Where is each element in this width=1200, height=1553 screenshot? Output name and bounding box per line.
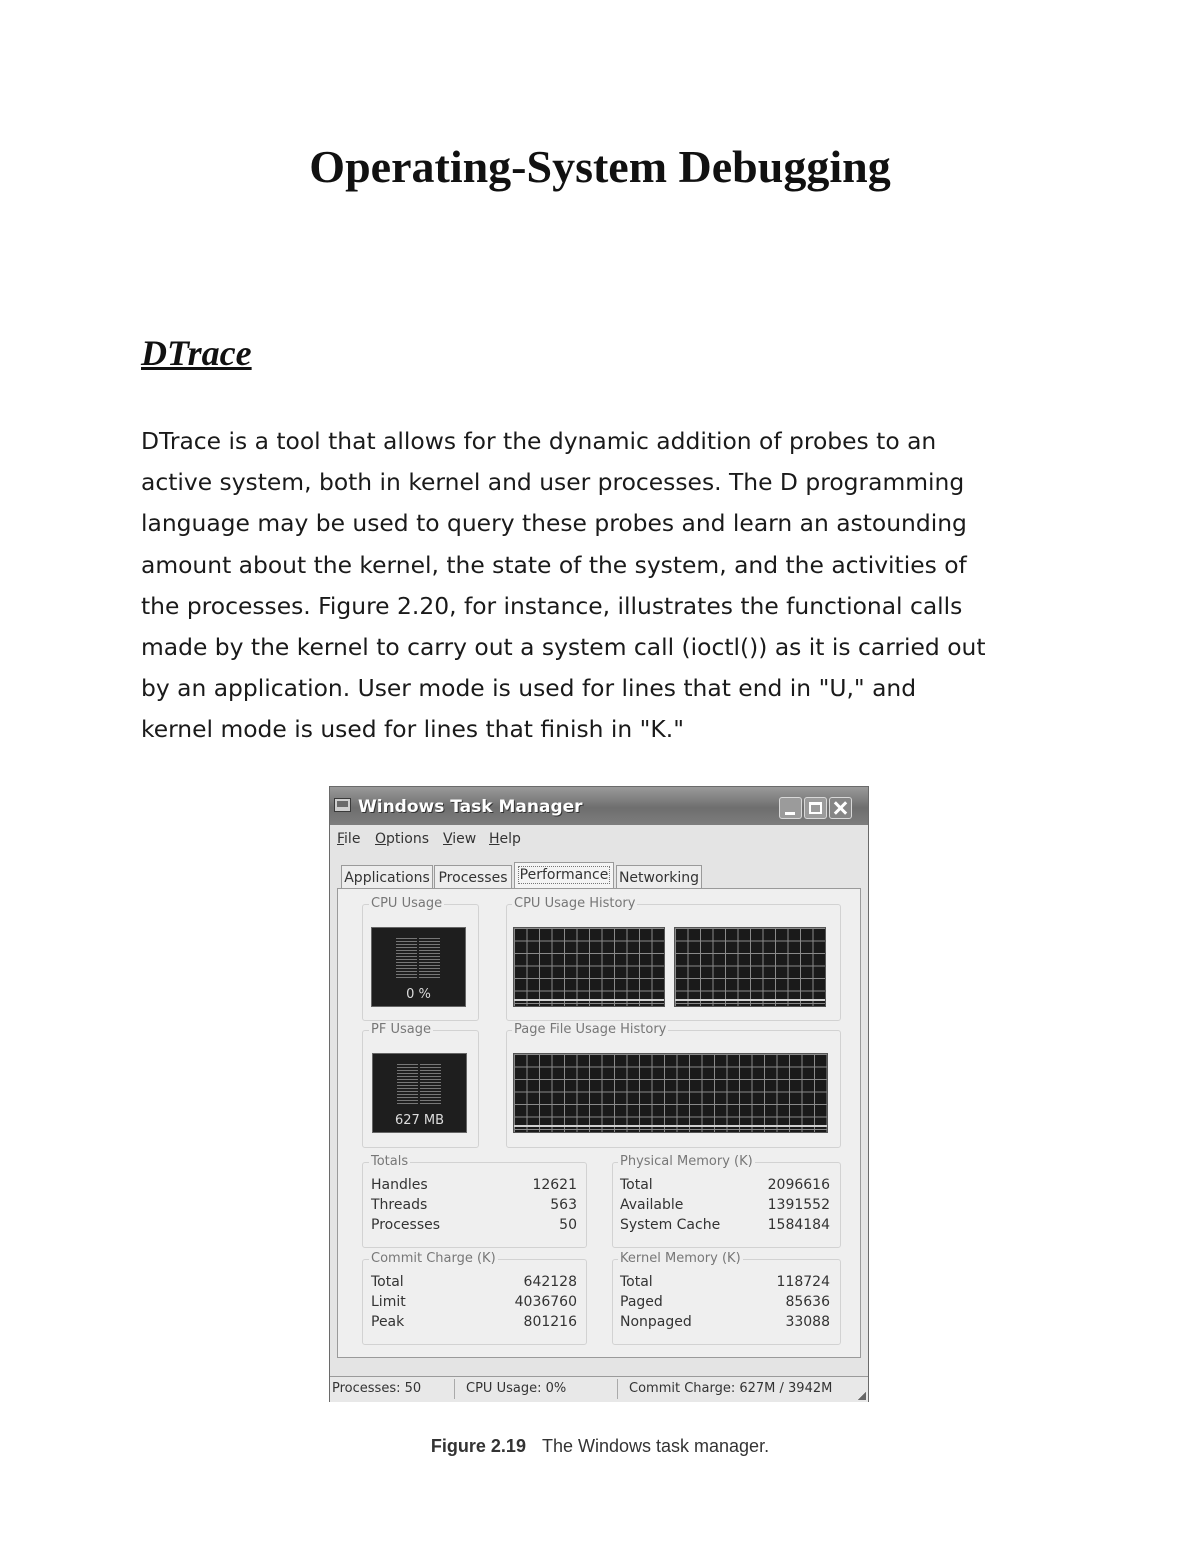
stat-row-peak — [371, 1314, 577, 1332]
cpu-history-line — [514, 999, 664, 1001]
stat-value: 801216 — [523, 1314, 577, 1330]
cpu-usage-value: 0 % — [406, 987, 431, 1002]
task-manager-window — [329, 786, 869, 1402]
status-cpu: CPU Usage: 0% — [466, 1381, 567, 1396]
resize-grip-icon[interactable] — [858, 1392, 866, 1400]
stat-label: Total — [371, 1274, 404, 1290]
stat-row-limit — [371, 1294, 577, 1312]
pf-history-line — [514, 1125, 827, 1127]
stat-row-processes — [371, 1217, 577, 1235]
pf-meter-bars — [397, 1064, 441, 1104]
stat-label: Peak — [371, 1314, 405, 1330]
pf-usage-value: 627 MB — [394, 1113, 445, 1128]
status-bar — [330, 1376, 868, 1402]
tab-processes[interactable] — [434, 865, 512, 889]
paragraph-line: kernel mode is used for lines that finish in "K." — [141, 715, 684, 744]
figure-number: Figure 2.19 — [430, 1436, 526, 1456]
stat-value: 1391552 — [767, 1197, 830, 1213]
maximize-icon[interactable] — [804, 797, 827, 819]
physical-memory-label: Physical Memory (K) — [620, 1154, 753, 1169]
stat-row-paged — [620, 1294, 830, 1312]
menu-bar — [330, 827, 868, 851]
cpu-history-label: CPU Usage History — [514, 896, 636, 911]
stat-row-nonpaged — [620, 1314, 830, 1332]
status-separator — [454, 1379, 455, 1399]
window-title: Windows Task Manager — [358, 797, 583, 817]
stat-label: Total — [620, 1177, 653, 1193]
cpu-history-graph-2 — [674, 927, 826, 1007]
paragraph-line: language may be used to query these probes and learn an astounding — [141, 509, 967, 538]
cpu-usage-label: CPU Usage — [371, 896, 443, 911]
stat-label: Total — [620, 1274, 653, 1290]
figure-caption-text: The Windows task manager. — [541, 1436, 770, 1456]
stat-label: Limit — [371, 1294, 406, 1310]
status-commit: Commit Charge: 627M / 3942M — [629, 1381, 833, 1396]
stat-row-handles — [371, 1177, 577, 1195]
section-heading-dtrace: DTrace — [141, 333, 252, 373]
stat-value: 1584184 — [767, 1217, 830, 1233]
stat-value: 2096616 — [767, 1177, 830, 1193]
paragraph-line: active system, both in kernel and user processes. The D programming — [141, 468, 965, 497]
figure-caption — [0, 1436, 1200, 1457]
status-processes: Processes: 50 — [332, 1381, 422, 1396]
tab-performance[interactable] — [514, 862, 614, 889]
stat-label: Processes — [371, 1217, 441, 1233]
close-icon[interactable] — [829, 797, 852, 819]
stat-label: Handles — [371, 1177, 428, 1193]
stat-label: Nonpaged — [620, 1314, 692, 1330]
stat-label: Paged — [620, 1294, 663, 1310]
stat-row-total — [620, 1177, 830, 1195]
stat-row-total — [371, 1274, 577, 1292]
title-bar[interactable] — [330, 787, 868, 825]
totals-label: Totals — [371, 1154, 409, 1169]
stat-label: Available — [620, 1197, 684, 1213]
paragraph-line: DTrace is a tool that allows for the dynamic addition of probes to an — [141, 427, 937, 455]
paragraph-line: made by the kernel to carry out a system call (ioctl()) as it is carried out — [141, 633, 986, 662]
paragraph-line: the processes. Figure 2.20, for instance, illustrates the functional calls — [141, 591, 963, 620]
tab-networking[interactable] — [616, 865, 702, 889]
stat-value: 33088 — [785, 1314, 830, 1330]
cpu-usage-meter — [371, 927, 466, 1007]
pf-usage-label: PF Usage — [371, 1022, 431, 1037]
tab-applications[interactable] — [341, 865, 433, 889]
kernel-memory-group — [612, 1251, 841, 1345]
stat-value: 563 — [550, 1197, 577, 1213]
stat-value: 50 — [559, 1217, 577, 1233]
tab-label: Processes — [438, 870, 508, 886]
menu-file[interactable]: File — [337, 831, 361, 847]
minimize-icon[interactable] — [779, 797, 802, 819]
stat-value: 118724 — [776, 1274, 830, 1290]
performance-panel — [337, 888, 861, 1358]
cpu-usage-group — [362, 896, 479, 1021]
pf-history-graph — [513, 1053, 828, 1133]
stat-value: 85636 — [785, 1294, 830, 1310]
page-title: Operating-System Debugging — [309, 141, 891, 192]
paragraph-line: amount about the kernel, the state of the system, and the activities of — [141, 550, 967, 579]
menu-help[interactable]: Help — [489, 831, 521, 847]
cpu-history-line — [675, 999, 825, 1001]
stat-label: System Cache — [620, 1217, 721, 1233]
pf-history-group — [506, 1022, 841, 1148]
body-paragraph — [141, 421, 1071, 751]
physical-memory-group — [612, 1154, 841, 1248]
tab-label: Performance — [519, 867, 609, 883]
stat-value: 642128 — [523, 1274, 577, 1290]
cpu-meter-bars — [396, 938, 440, 978]
stat-row-available — [620, 1197, 830, 1215]
commit-charge-label: Commit Charge (K) — [371, 1251, 496, 1266]
kernel-memory-label: Kernel Memory (K) — [620, 1251, 741, 1266]
totals-group — [362, 1154, 587, 1248]
commit-charge-group — [362, 1251, 587, 1345]
cpu-history-group — [506, 896, 841, 1021]
menu-options[interactable]: Options — [375, 831, 430, 847]
cpu-history-graph-1 — [513, 927, 665, 1007]
stat-value: 12621 — [532, 1177, 577, 1193]
pf-usage-meter — [372, 1053, 467, 1133]
pf-history-label: Page File Usage History — [514, 1022, 667, 1037]
stat-value: 4036760 — [514, 1294, 577, 1310]
paragraph-line: by an application. User mode is used for lines that end in "U," and — [141, 674, 917, 703]
task-manager-icon — [334, 798, 351, 812]
menu-view[interactable]: View — [443, 831, 477, 847]
stat-row-system-cache — [620, 1217, 830, 1235]
tab-label: Networking — [618, 870, 700, 886]
stat-label: Threads — [371, 1197, 428, 1213]
stat-row-threads — [371, 1197, 577, 1215]
stat-row-total — [620, 1274, 830, 1292]
status-separator — [617, 1379, 618, 1399]
pf-usage-group — [362, 1022, 479, 1148]
tab-label: Applications — [344, 870, 430, 886]
